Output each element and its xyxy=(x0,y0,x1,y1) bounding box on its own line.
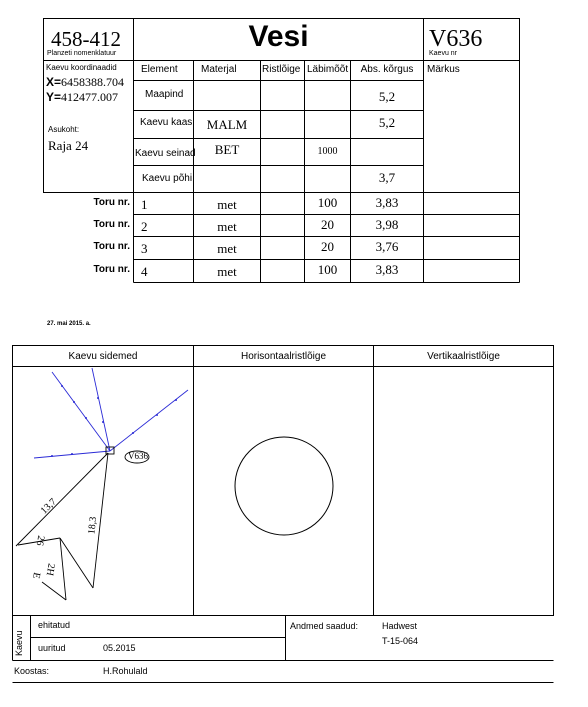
row-element-bottom: Kaevu põhi xyxy=(142,173,193,184)
pipe-material: met xyxy=(217,219,237,234)
y-label: Y= xyxy=(46,90,62,104)
row-elevation-lid: 5,2 xyxy=(378,115,396,130)
pipe-label: Toru nr. xyxy=(93,241,130,252)
well-tag: V636 xyxy=(128,451,148,461)
pipe-label: Toru nr. xyxy=(93,219,130,230)
date-stamp: 27. mai 2015. a. xyxy=(47,321,91,327)
pipe-elevation: 3,76 xyxy=(375,239,399,254)
row-elevation-bottom: 3,7 xyxy=(378,170,396,185)
panel-title-vertical: Vertikaalristlõige xyxy=(427,351,500,362)
drawing-frame xyxy=(13,346,554,616)
y-value: 412477.007 xyxy=(61,90,119,104)
pipe-diameter: 100 xyxy=(317,262,338,277)
row-material-lid: MALM xyxy=(206,117,248,132)
x-label: X= xyxy=(46,75,62,89)
pipe-label: Toru nr. xyxy=(93,197,130,208)
author-name: H.Rohulald xyxy=(103,666,148,676)
source-ref: T-15-064 xyxy=(382,636,419,646)
coords-caption: Kaevu koordinaadid xyxy=(46,63,117,72)
panel-title-horizontal: Horisontaalristlõige xyxy=(240,351,327,362)
sheet-number: 458-412 xyxy=(51,27,121,51)
place-caption: Asukoht: xyxy=(48,125,80,134)
built-label: ehitatud xyxy=(38,620,71,630)
row-elevation-ground: 5,2 xyxy=(378,89,396,104)
pipe-nr: 2 xyxy=(141,219,148,234)
col-header-diameter: Läbimõõt xyxy=(307,64,349,75)
pipe-label: Toru nr. xyxy=(93,264,130,275)
well-id: V636 xyxy=(429,26,483,52)
pipe-elevation: 3,83 xyxy=(375,195,399,210)
building-label: E xyxy=(30,571,43,580)
row-element-walls: Kaevu seinad xyxy=(135,148,196,159)
pipe-material: met xyxy=(217,197,237,212)
connection-lines xyxy=(34,368,188,458)
place-value: Raja 24 xyxy=(48,138,89,153)
col-header-notes: Märkus xyxy=(427,64,460,75)
pipe-elevation: 3,98 xyxy=(375,217,399,232)
row-diameter-walls: 1000 xyxy=(317,146,338,157)
measured-value: 05.2015 xyxy=(103,643,136,653)
pipe-material: met xyxy=(217,241,237,256)
pipe-elevation: 3,83 xyxy=(375,262,399,277)
row-element-ground: Maapind xyxy=(145,89,184,100)
well-id-caption: Kaevu nr xyxy=(429,50,458,57)
col-header-elevation: Abs. kõrgus xyxy=(360,64,414,75)
well-circle xyxy=(235,437,333,535)
col-header-material: Materjal xyxy=(201,64,237,75)
source-org: Hadwest xyxy=(382,621,418,631)
dimension-label: 18,3 xyxy=(86,516,100,535)
x-coordinate xyxy=(46,75,124,90)
row-element-lid: Kaevu kaas xyxy=(140,117,193,128)
col-header-cross: Ristlõige xyxy=(262,64,301,75)
pipe-nr: 4 xyxy=(141,264,148,279)
panel-title-connections: Kaevu sidemed xyxy=(68,351,138,362)
pipe-nr: 3 xyxy=(141,241,148,256)
building-label: 2H xyxy=(43,562,57,577)
sheet-caption: Planzeti nomenklatuur xyxy=(47,50,117,57)
source-label: Andmed saadud: xyxy=(290,621,359,631)
measured-label: uuritud xyxy=(38,643,66,653)
pipe-material: met xyxy=(217,264,237,279)
row-material-walls: BET xyxy=(214,142,240,157)
dimension-label: 26 xyxy=(33,534,47,547)
pipe-diameter: 100 xyxy=(317,195,338,210)
footer-side-label: Kaevu xyxy=(14,630,24,656)
pipe-nr: 1 xyxy=(141,197,148,212)
pipe-diameter: 20 xyxy=(321,217,334,232)
page-title: Vesi xyxy=(248,20,309,53)
author-label: Koostas: xyxy=(14,666,50,676)
pipe-diameter: 20 xyxy=(321,239,334,254)
y-coordinate xyxy=(46,90,118,105)
col-header-element: Element xyxy=(141,64,178,75)
dimension-label: 13,7 xyxy=(38,496,59,517)
x-value: 6458388.704 xyxy=(61,75,125,89)
